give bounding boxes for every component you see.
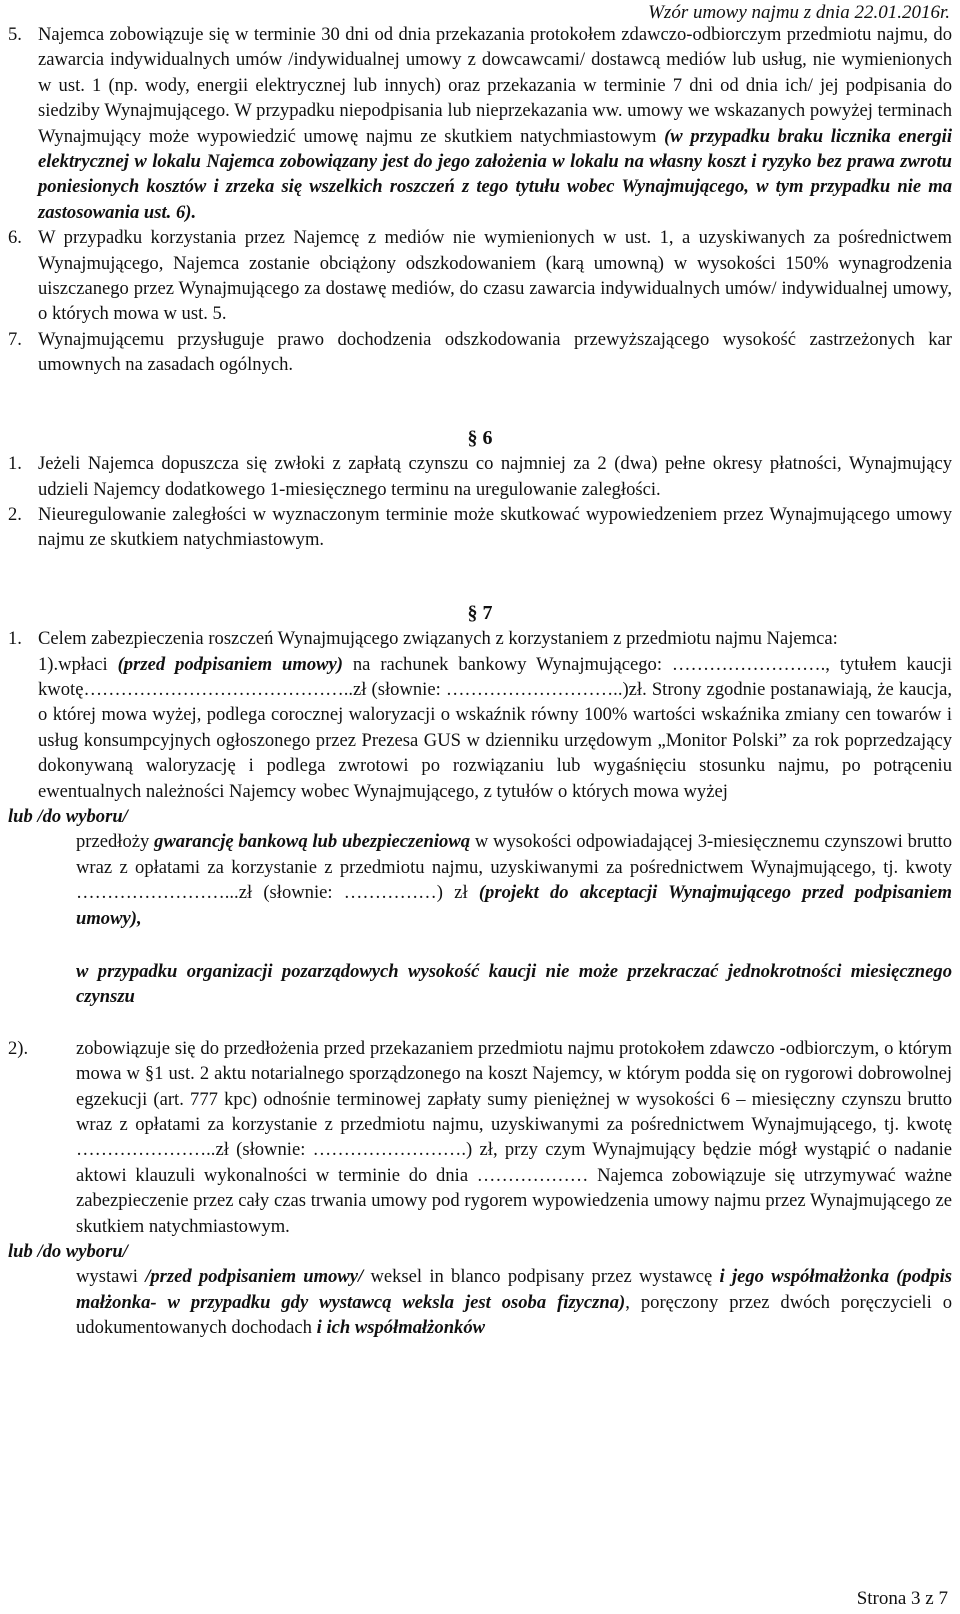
- clause-number: 5.: [8, 24, 22, 45]
- document-body: [8, 22, 952, 1341]
- sec6-item-1: [8, 451, 952, 502]
- section-7-heading: § 7: [467, 601, 493, 624]
- clause-7: [8, 327, 952, 378]
- document-header: Wzór umowy najmu z dnia 22.01.2016r.: [648, 2, 950, 23]
- ngo-note: w przypadku organizacji pozarządowych wysokość kaucji nie może przekraczać jednokrotności miesięcznego czynszu: [76, 961, 952, 1008]
- sub-1-body: na rachunek bankowy Wynajmującego: ……………………., tytułem kaucji kwotę……………………………………..zł (słownie: ………………………..)zł. Strony zgodnie postanawiają, że kaucja, o której mowa wyżej, podlega corocznej waloryzacji o wskaźnik równy 100% wartości wskaźnika zmiany cen towarów i usług konsumpcyjnych ogłoszonego przez Prezesa GUS w dzienniku urzędowym „Monitor Polski” za rok poprzedzający dokonywaną waloryzację i podlega zwrotowi po rozwiązaniu lub wygaśnięciu stosunku najmu, po potrąceniu ewentualnych należności Najemcy wobec Wynajmującego, z tytułów o których mowa wyżej: [38, 653, 952, 802]
- sub-2-text: zobowiązuje się do przedłożenia przed przekazaniem przedmiotu najmu protokołem zdawczo -odbiorczym, o którym mowa w §1 ust. 2 aktu notarialnego sporządzonego na koszt Najemcy, w którym podda się on rygorowi dobrowolnej egzekucji (art. 777 kpc) odnośnie terminowej zapłaty sumy pieniężnej w wysokości 6 – miesięczny czynszu brutto wraz z opłatami za korzystanie z przedmiotu najmu, uzyskiwanymi za pośrednictwem Wynajmującego, tj. kwotę …………………..zł (słownie: …………………….) zł, przy czym Wynajmujący będzie mógł wystąpić o nadanie aktowi klauzuli wykonalności w terminie do dnia ……………… Najemca zobowiązuje się utrzymywać ważne zabezpieczenie przez cały czas trwania umowy pod rygorem wypowiedzenia umowy najmu przez Wynajmującego ze skutkiem natychmiastowym.: [76, 1037, 952, 1237]
- alt-2-spouse: i jego współmałżonka (podpis małżonka- w przypadku gdy wystawcą weksla jest osoba fizyczna): [76, 1266, 953, 1313]
- clause-5: [8, 22, 952, 225]
- item-number: 2.: [8, 503, 22, 525]
- clause-number: 7.: [8, 328, 22, 350]
- section-6-heading: § 6: [467, 426, 493, 449]
- page-number: Strona 3 z 7: [856, 1588, 948, 1609]
- alt-1-body: w wysokości odpowiadającej 3-miesięcznemu czynszowi brutto wraz z opłatami za korzystanie z przedmiotu najmu, uzyskiwanymi za pośrednictwem Wynajmującego, tj. kwoty ……………………...zł (słownie: ……………) zł: [76, 831, 953, 904]
- item-text: Jeżeli Najemca dopuszcza się zwłoki z zapłatą czynszu co najmniej za 2 (dwa) pełne okresy płatności, Wynajmujący udzieli Najemcy dodatkowego 1-miesięcznego terminu na uregulowanie zaległości.: [38, 453, 952, 500]
- clause-5-text: Najemca zobowiązuje się w terminie 30 dni od dnia przekazania protokołem zdawczo-odbiorczym przedmiotu najmu, do zawarcia indywidualnych umów /indywidualnej umowy z dowcawcami/ dostawcą mediów lub usług, nie wymienionych w ust. 1 (np. wody, energii elektrycznej lub innych) oraz przekazania w terminie 7 dni od dnia ich/ jej podpisania do siedziby Wynajmującego. W przypadku niepodpisania lub nieprzekazania ww. umowy we wskazanych powyżej terminach Wynajmujący może wypowiedzić umowę najmu ze skutkiem natychmiastowym: [38, 24, 952, 147]
- alternative-guarantee: [8, 829, 952, 931]
- sub-1-lead: 1).wpłaci: [38, 653, 118, 675]
- clause-text: W przypadku korzystania przez Najemcę z mediów nie wymienionych w ust. 1, a uzyskiwanych za pośrednictwem Wynajmującego, Najemca zostanie obciążony odszkodowaniem (karą umowną) w wysokości 150% wynagrodzenia uiszczanego przez Wynajmującego za dostawę mediów, do czasu zawarcia indywidualnych umów/ indywidualnej umowy, o których mowa w ust. 5.: [38, 227, 952, 325]
- alt-2-emphasis: /przed podpisaniem umowy/: [145, 1266, 364, 1288]
- sub-1-text: [38, 652, 952, 804]
- sec6-item-2: [8, 502, 952, 553]
- item-text: Nieuregulowanie zaległości w wyznaczonym terminie może skutkować wypowiedzeniem przez Wynajmującego umowy najmu ze skutkiem natychmiastowym.: [38, 503, 952, 551]
- alt-2-guarantors: , poręczony przez dwóch poręczycieli o udokumentowanych dochodach: [76, 1291, 952, 1339]
- clause-5-emphasis: (w przypadku braku licznika energii elektrycznej w lokalu Najemca zobowiązany jest do jego założenia w lokalu na własny koszt i ryzyko bez prawa zwrotu poniesionych kosztów i zrzeka się wszelkich roszczeń z tego tytułu wobec Wynajmującego, w tym przypadku nie ma zastosowania ust. 6).: [38, 125, 953, 223]
- item-number: 1.: [8, 453, 22, 475]
- alt-2-spouses: i ich współmałżonków: [316, 1317, 486, 1339]
- sub-number: 2).: [8, 1037, 29, 1059]
- alt-2-lead: wystawi: [76, 1266, 146, 1288]
- sub-1-emphasis: (przed podpisaniem umowy): [117, 653, 343, 675]
- clause-text: Wynajmującemu przysługuje prawo dochodzenia odszkodowania przewyższającego wysokość zastrzeżonych kar umownych na zasadach ogólnych.: [38, 328, 952, 376]
- clause-text: [38, 22, 952, 225]
- sec7-sub-1: [8, 652, 952, 804]
- item-number: 1.: [8, 628, 22, 650]
- clause-6: [8, 225, 952, 327]
- sec7-item-1: [8, 626, 952, 651]
- item-text: Celem zabezpieczenia roszczeń Wynajmującego związanych z korzystaniem z przedmiotu najmu Najemca:: [38, 628, 838, 650]
- alt-1-note: (projekt do akceptacji Wynajmującego przed podpisaniem umowy),: [76, 882, 952, 929]
- alt-1-emphasis: gwarancję bankową lub ubezpieczeniową: [154, 831, 471, 853]
- alt-2-body: weksel in blanco podpisany przez wystawcę: [363, 1266, 720, 1288]
- sec7-sub-2: [8, 1036, 952, 1239]
- alt-1-lead: przedłoży: [76, 831, 155, 853]
- option-divider-2: lub /do wyboru/: [8, 1241, 128, 1263]
- clause-number: 6.: [8, 227, 22, 249]
- option-divider-1: lub /do wyboru/: [8, 805, 128, 827]
- alternative-promissory-note: [8, 1264, 952, 1340]
